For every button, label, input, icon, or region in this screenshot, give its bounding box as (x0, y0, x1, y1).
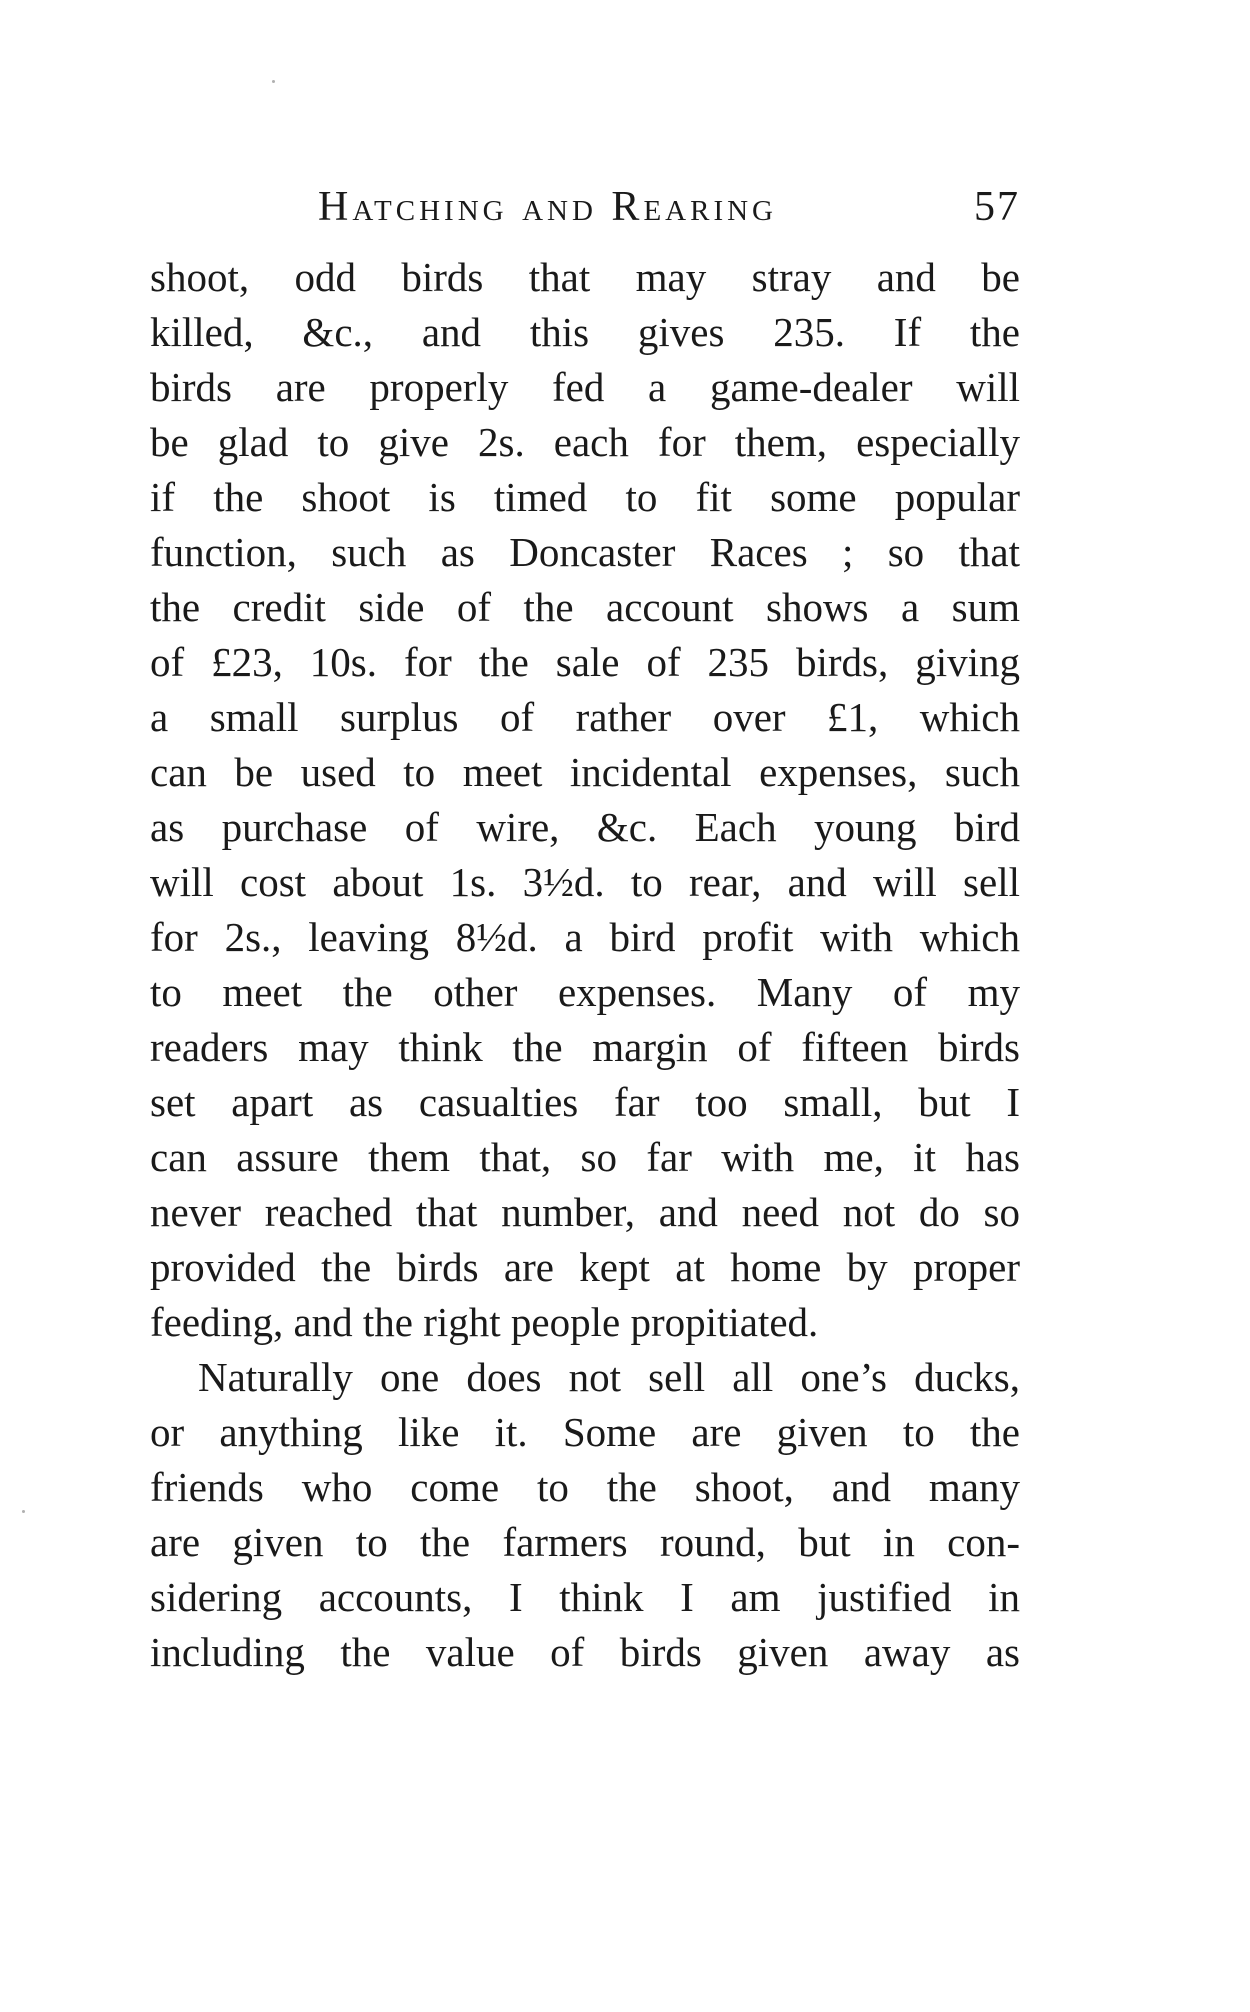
body-text (150, 250, 1020, 1680)
text-line: provided the birds are kept at home by proper (150, 1244, 1020, 1290)
text-line: including the value of birds given away as (150, 1629, 1020, 1675)
paragraph-1 (150, 250, 1020, 1350)
text-line: be glad to give 2s. each for them, especially (150, 419, 1020, 465)
text-line: as purchase of wire, &c. Each young bird (150, 804, 1020, 850)
text-line: killed, &c., and this gives 235. If the (150, 309, 1020, 355)
running-title: Hatching and Rearing (318, 184, 777, 230)
text-line: function, such as Doncaster Races ; so that (150, 529, 1020, 575)
text-line: can be used to meet incidental expenses, such (150, 749, 1020, 795)
text-line: to meet the other expenses. Many of my (150, 969, 1020, 1015)
paragraph-2 (150, 1350, 1020, 1680)
page-number: 57 (974, 184, 1020, 230)
text-line: are given to the farmers round, but in con- (150, 1519, 1020, 1565)
text-line: never reached that number, and need not do so (150, 1189, 1020, 1235)
text-line: can assure them that, so far with me, it has (150, 1134, 1020, 1180)
text-line: Naturally one does not sell all one’s ducks, (198, 1354, 1020, 1400)
text-line: set apart as casualties far too small, but I (150, 1079, 1020, 1125)
text-line: for 2s., leaving 8½d. a bird profit with which (150, 914, 1020, 960)
text-line: feeding, and the right people propitiated. (150, 1299, 819, 1345)
text-line: the credit side of the account shows a sum (150, 584, 1020, 630)
text-line: or anything like it. Some are given to the (150, 1409, 1020, 1455)
text-line: friends who come to the shoot, and many (150, 1464, 1020, 1510)
paper-speck (272, 80, 275, 83)
text-line: of £23, 10s. for the sale of 235 birds, giving (150, 639, 1020, 685)
text-line: sidering accounts, I think I am justified in (150, 1574, 1020, 1620)
text-line: readers may think the margin of fifteen birds (150, 1024, 1020, 1070)
text-line: will cost about 1s. 3½d. to rear, and will sell (150, 859, 1020, 905)
text-line: if the shoot is timed to fit some popular (150, 474, 1020, 520)
text-line: a small surplus of rather over £1, which (150, 694, 1020, 740)
running-head (150, 183, 1020, 243)
text-line: birds are properly fed a game-dealer will (150, 364, 1020, 410)
paper-speck (22, 1510, 25, 1513)
text-line: shoot, odd birds that may stray and be (150, 254, 1020, 300)
